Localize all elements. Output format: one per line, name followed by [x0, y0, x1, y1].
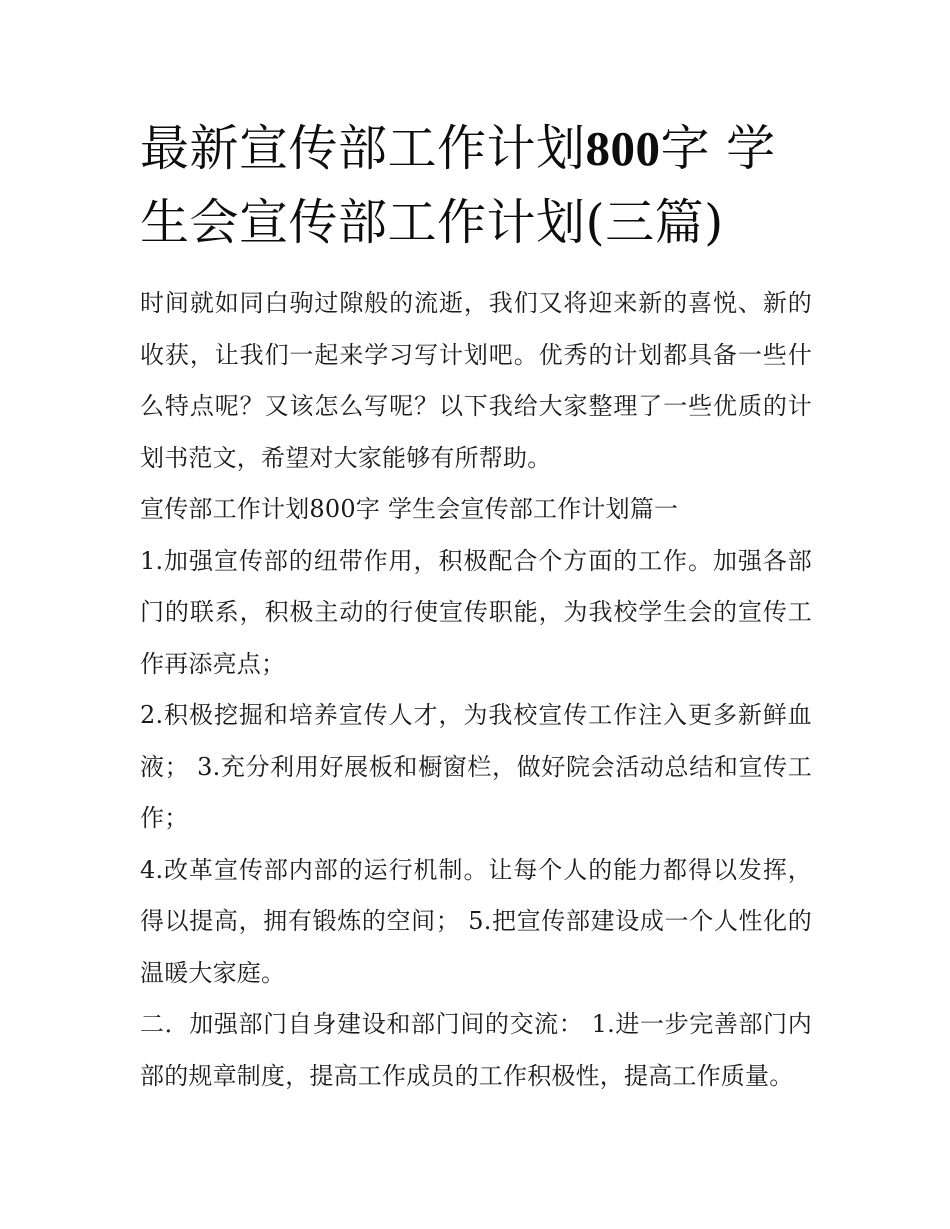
document-title [140, 112, 812, 260]
intro-paragraph: 时间就如同白驹过隙般的流逝，我们又将迎来新的喜悦、新的收获，让我们一起来学习写计划吧。优秀的计划都具备一些什么特点呢？又该怎么写呢？以下我给大家整理了一些优质的计划书范文，希望对大家能够有所帮助。 [140, 289, 812, 472]
list-item-1: 1.加强宣传部的纽带作用，积极配合个方面的工作。加强各部门的联系，积极主动的行使宣传职能，为我校学生会的宣传工作再添亮点； [140, 546, 812, 678]
title-number: 800 [585, 121, 661, 176]
document-page [140, 112, 812, 1102]
list-item-2-3: 2.积极挖掘和培养宣传人才，为我校宣传工作注入更多新鲜血液； 3.充分利用好展板和橱窗栏，做好院会活动总结和宣传工作； [140, 701, 812, 832]
document-body [140, 278, 812, 1102]
title-text-part1: 最新宣传部工作计划 [140, 120, 586, 177]
title-text-part2: 字 学生会宣传部工作计划(三篇) [140, 120, 776, 251]
section-heading: 宣传部工作计划800字 学生会宣传部工作计划篇一 [140, 495, 679, 523]
section-two-paragraph: 二．加强部门自身建设和部门间的交流： 1.进一步完善部门内部的规章制度，提高工作成员的工作积极性，提高工作质量。 [140, 1010, 812, 1090]
list-item-4-5: 4.改革宣传部内部的运行机制。让每个人的能力都得以发挥，得以提高，拥有锻炼的空间； 5.把宣传部建设成一个人性化的温暖大家庭。 [140, 855, 812, 987]
